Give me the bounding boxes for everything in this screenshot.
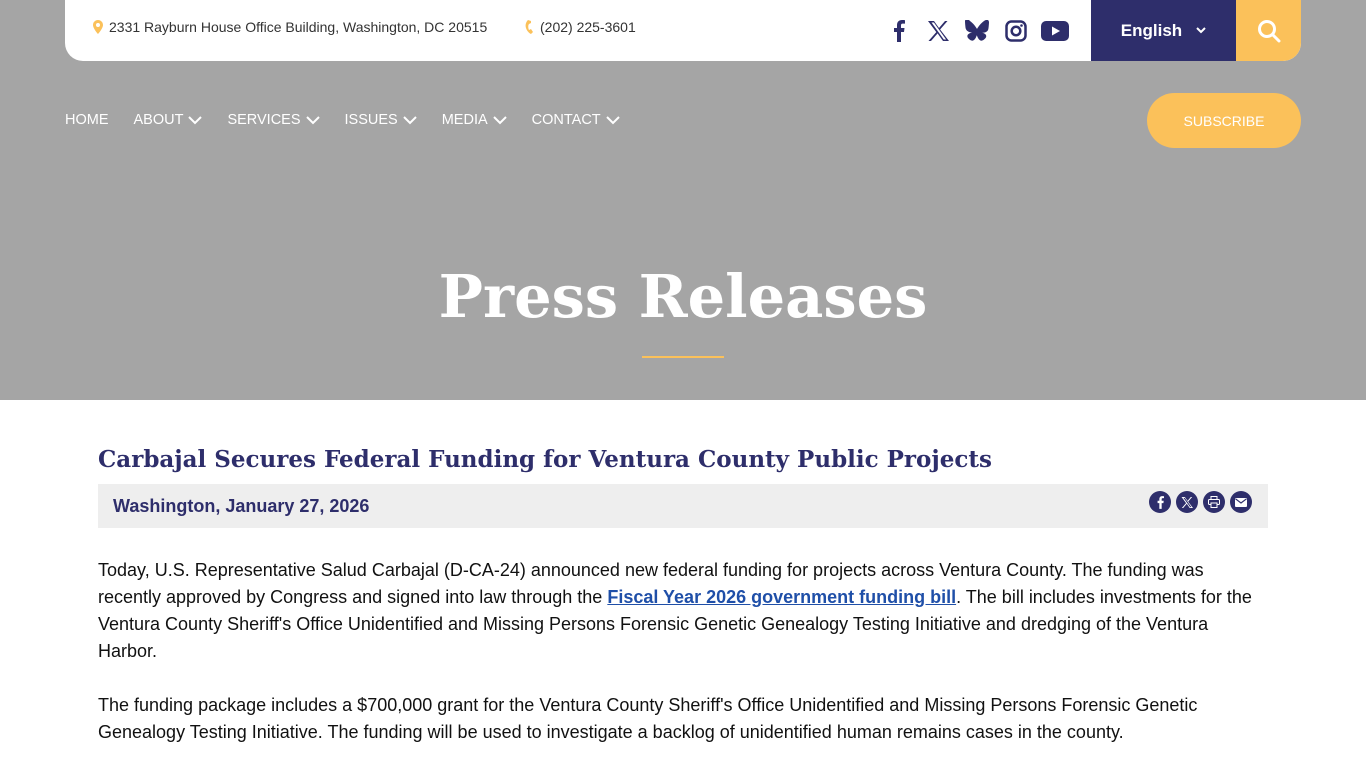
subscribe-button[interactable]: SUBSCRIBE [1147, 93, 1301, 148]
chevron-down-icon [493, 116, 507, 125]
location-pin-icon [93, 20, 103, 34]
print-icon[interactable] [1203, 491, 1225, 513]
nav-contact[interactable] [532, 112, 620, 128]
nav-media-label: MEDIA [441, 112, 488, 128]
nav-issues-label: ISSUES [344, 112, 398, 128]
address [93, 19, 487, 35]
nav-issues[interactable] [345, 112, 417, 128]
nav-home-label: HOME [65, 112, 109, 128]
nav-services[interactable] [227, 112, 319, 128]
p1-text-before: Today, U.S. Representative Salud Carbajal (D-CA-24) announced new federal funding for projects across Ventura County. The funding was recently approved by Congress and signed into law through the [98, 560, 1204, 607]
share-x-icon[interactable] [1176, 491, 1198, 513]
instagram-icon[interactable] [1000, 15, 1032, 47]
article-title: Carbajal Secures Federal Funding for Ventura County Public Projects [98, 446, 992, 473]
address-text: 2331 Rayburn House Office Building, Washington, DC 20515 [109, 19, 488, 35]
nav-media[interactable] [442, 112, 507, 128]
phone-text: (202) 225-3601 [540, 19, 636, 35]
dateline-bar [98, 484, 1268, 528]
p1-text-after: . The bill includes investments for the Ventura County Sheriff's Office Unidentified and Missing Persons Forensic Genetic Genealogy Testing Initiative and dredging of the Ventura Harbor. [98, 587, 1252, 661]
chevron-down-icon [306, 116, 320, 125]
facebook-icon[interactable] [883, 15, 915, 47]
social-links [883, 15, 1078, 47]
article-date: Washington, January 27, 2026 [113, 496, 370, 516]
article-paragraph-2: The funding package includes a $700,000 grant for the Ventura County Sheriff's Office Unidentified and Missing Persons Forensic Genetic Genealogy Testing Initiative. The funding will be used to investigate a backlog of unidentified human remains cases in the county. [98, 695, 1198, 742]
page-title: Press Releases [438, 262, 928, 331]
title-underline [642, 356, 724, 358]
chevron-down-icon [403, 116, 417, 125]
search-button[interactable] [1236, 0, 1301, 61]
nav-contact-label: CONTACT [531, 112, 601, 128]
chevron-down-icon [606, 116, 620, 125]
youtube-icon[interactable] [1039, 15, 1071, 47]
share-buttons [1144, 491, 1252, 513]
top-bar [65, 0, 1301, 61]
funding-bill-link[interactable]: Fiscal Year 2026 government funding bill [607, 587, 957, 607]
share-facebook-icon[interactable] [1149, 491, 1171, 513]
nav-home[interactable] [65, 112, 109, 128]
bluesky-icon[interactable] [961, 15, 993, 47]
language-selector[interactable] [1091, 0, 1236, 61]
main-nav [65, 112, 645, 128]
nav-services-label: SERVICES [227, 112, 301, 128]
article-paragraph-1 [98, 557, 1268, 665]
nav-about-label: ABOUT [133, 112, 184, 128]
search-icon [1257, 19, 1281, 43]
language-label: English [1120, 20, 1183, 40]
nav-about[interactable] [134, 112, 203, 128]
phone-icon [525, 20, 534, 34]
email-icon[interactable] [1230, 491, 1252, 513]
chevron-down-icon [188, 116, 202, 125]
chevron-down-icon [1196, 27, 1206, 34]
x-icon[interactable] [922, 15, 954, 47]
phone[interactable] [525, 19, 636, 35]
